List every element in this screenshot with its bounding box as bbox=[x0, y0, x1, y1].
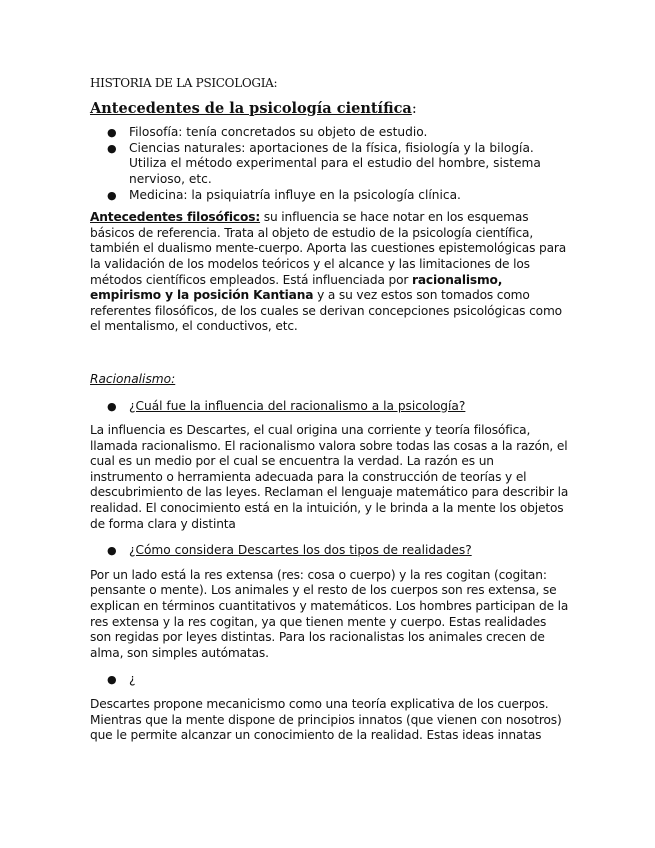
question-1: ¿Cuál fue la influencia del racionalismo a la psicología? bbox=[129, 398, 466, 413]
list-item bbox=[107, 672, 570, 688]
question-list-3 bbox=[90, 672, 570, 688]
bullet-icon: ● bbox=[107, 673, 117, 687]
document-content bbox=[90, 76, 570, 744]
section-heading bbox=[90, 101, 570, 118]
list-item bbox=[107, 187, 570, 204]
answer-2: Por un lado está la res extensa (res: cosa o cuerpo) y la res cogitan (cogitan: pensante o mente). Los animales y el resto de los cuerpos son res extensa, se explican en términos cuantitativos y matemáticos. Los hombres participan de la res extensa y la res cogitan, ya que tienen mente y cuerpo. Estas realidades son regidas por leyes distintas. Para los racionalistas los animales crecen de alma, son simples autómatas. bbox=[90, 567, 569, 660]
question-list-1 bbox=[90, 399, 570, 415]
list-item bbox=[107, 125, 570, 141]
section-heading-text: Antecedentes de la psicología científica bbox=[90, 99, 412, 117]
document-title: HISTORIA DE LA PSICOLOGIA: bbox=[90, 76, 278, 90]
question-3: ¿ bbox=[129, 672, 136, 687]
question-list-2 bbox=[90, 543, 570, 559]
answer-3: Descartes propone mecanicismo como una teoría explicativa de los cuerpos. Mientras que la mente dispone de principios innatos (que vienen con nosotros) que le permite alcanzar un conocimiento de la realidad. Estas ideas innatas bbox=[90, 697, 562, 743]
list-item bbox=[107, 398, 570, 415]
bullet-icon: ● bbox=[107, 126, 117, 140]
bullet-icon: ● bbox=[107, 399, 117, 413]
question-2: ¿Cómo considera Descartes los dos tipos de realidades? bbox=[129, 543, 472, 558]
philosophical-text-2: y a su vez estos son tomados como referentes filosóficos, de los cuales se derivan concepciones psicológicas como el mentalismo, el conductivos, etc. bbox=[90, 288, 562, 334]
list-item-text: Medicina: la psiquiatría influye en la psicología clínica. bbox=[129, 187, 461, 202]
section-heading-colon: : bbox=[411, 100, 417, 117]
bullet-icon: ● bbox=[107, 188, 117, 202]
philosophical-label: Antecedentes filosóficos: bbox=[90, 210, 261, 225]
list-item-text: Filosofía: tenía concretados su objeto de estudio. bbox=[129, 125, 428, 140]
bullet-icon: ● bbox=[107, 141, 117, 155]
list-item-text: Ciencias naturales: aportaciones de la física, fisiología y la bilogía. Utiliza el método experimental para el estudio del hombre, sistema nervioso, etc. bbox=[129, 140, 541, 186]
philosophical-bold-text: racionalismo, empirismo y la posición Kantiana bbox=[90, 272, 503, 303]
philosophical-paragraph bbox=[90, 210, 570, 335]
philosophical-text-1: su influencia se hace notar en los esquemas básicos de referencia. Trata al objeto de estudio de la psicología científica, también el dualismo mente-cuerpo. Aporta las cuestiones epistemológicas para la validación de los modelos teóricos y el alcance y las limitaciones de los métodos científicos empleados. Está influenciada por bbox=[90, 210, 567, 287]
answer-1: La influencia es Descartes, el cual origina una corriente y teoría filosófica, llamada racionalismo. El racionalismo valora sobre todas las cosas a la razón, el cual es un medio por el cual se encuentra la verdad. La razón es un instrumento o herramienta adecuada para la construcción de teorías y el descubrimiento de las leyes. Reclaman el lenguaje matemático para describir la realidad. El conocimiento está en la intuición, y le brinda a la mente los objetos de forma clara y distinta bbox=[90, 423, 569, 531]
list-item bbox=[107, 140, 570, 188]
antecedents-list bbox=[90, 125, 570, 203]
rationalism-heading: Racionalismo: bbox=[90, 371, 176, 386]
list-item bbox=[107, 543, 570, 559]
bullet-icon: ● bbox=[107, 544, 117, 558]
